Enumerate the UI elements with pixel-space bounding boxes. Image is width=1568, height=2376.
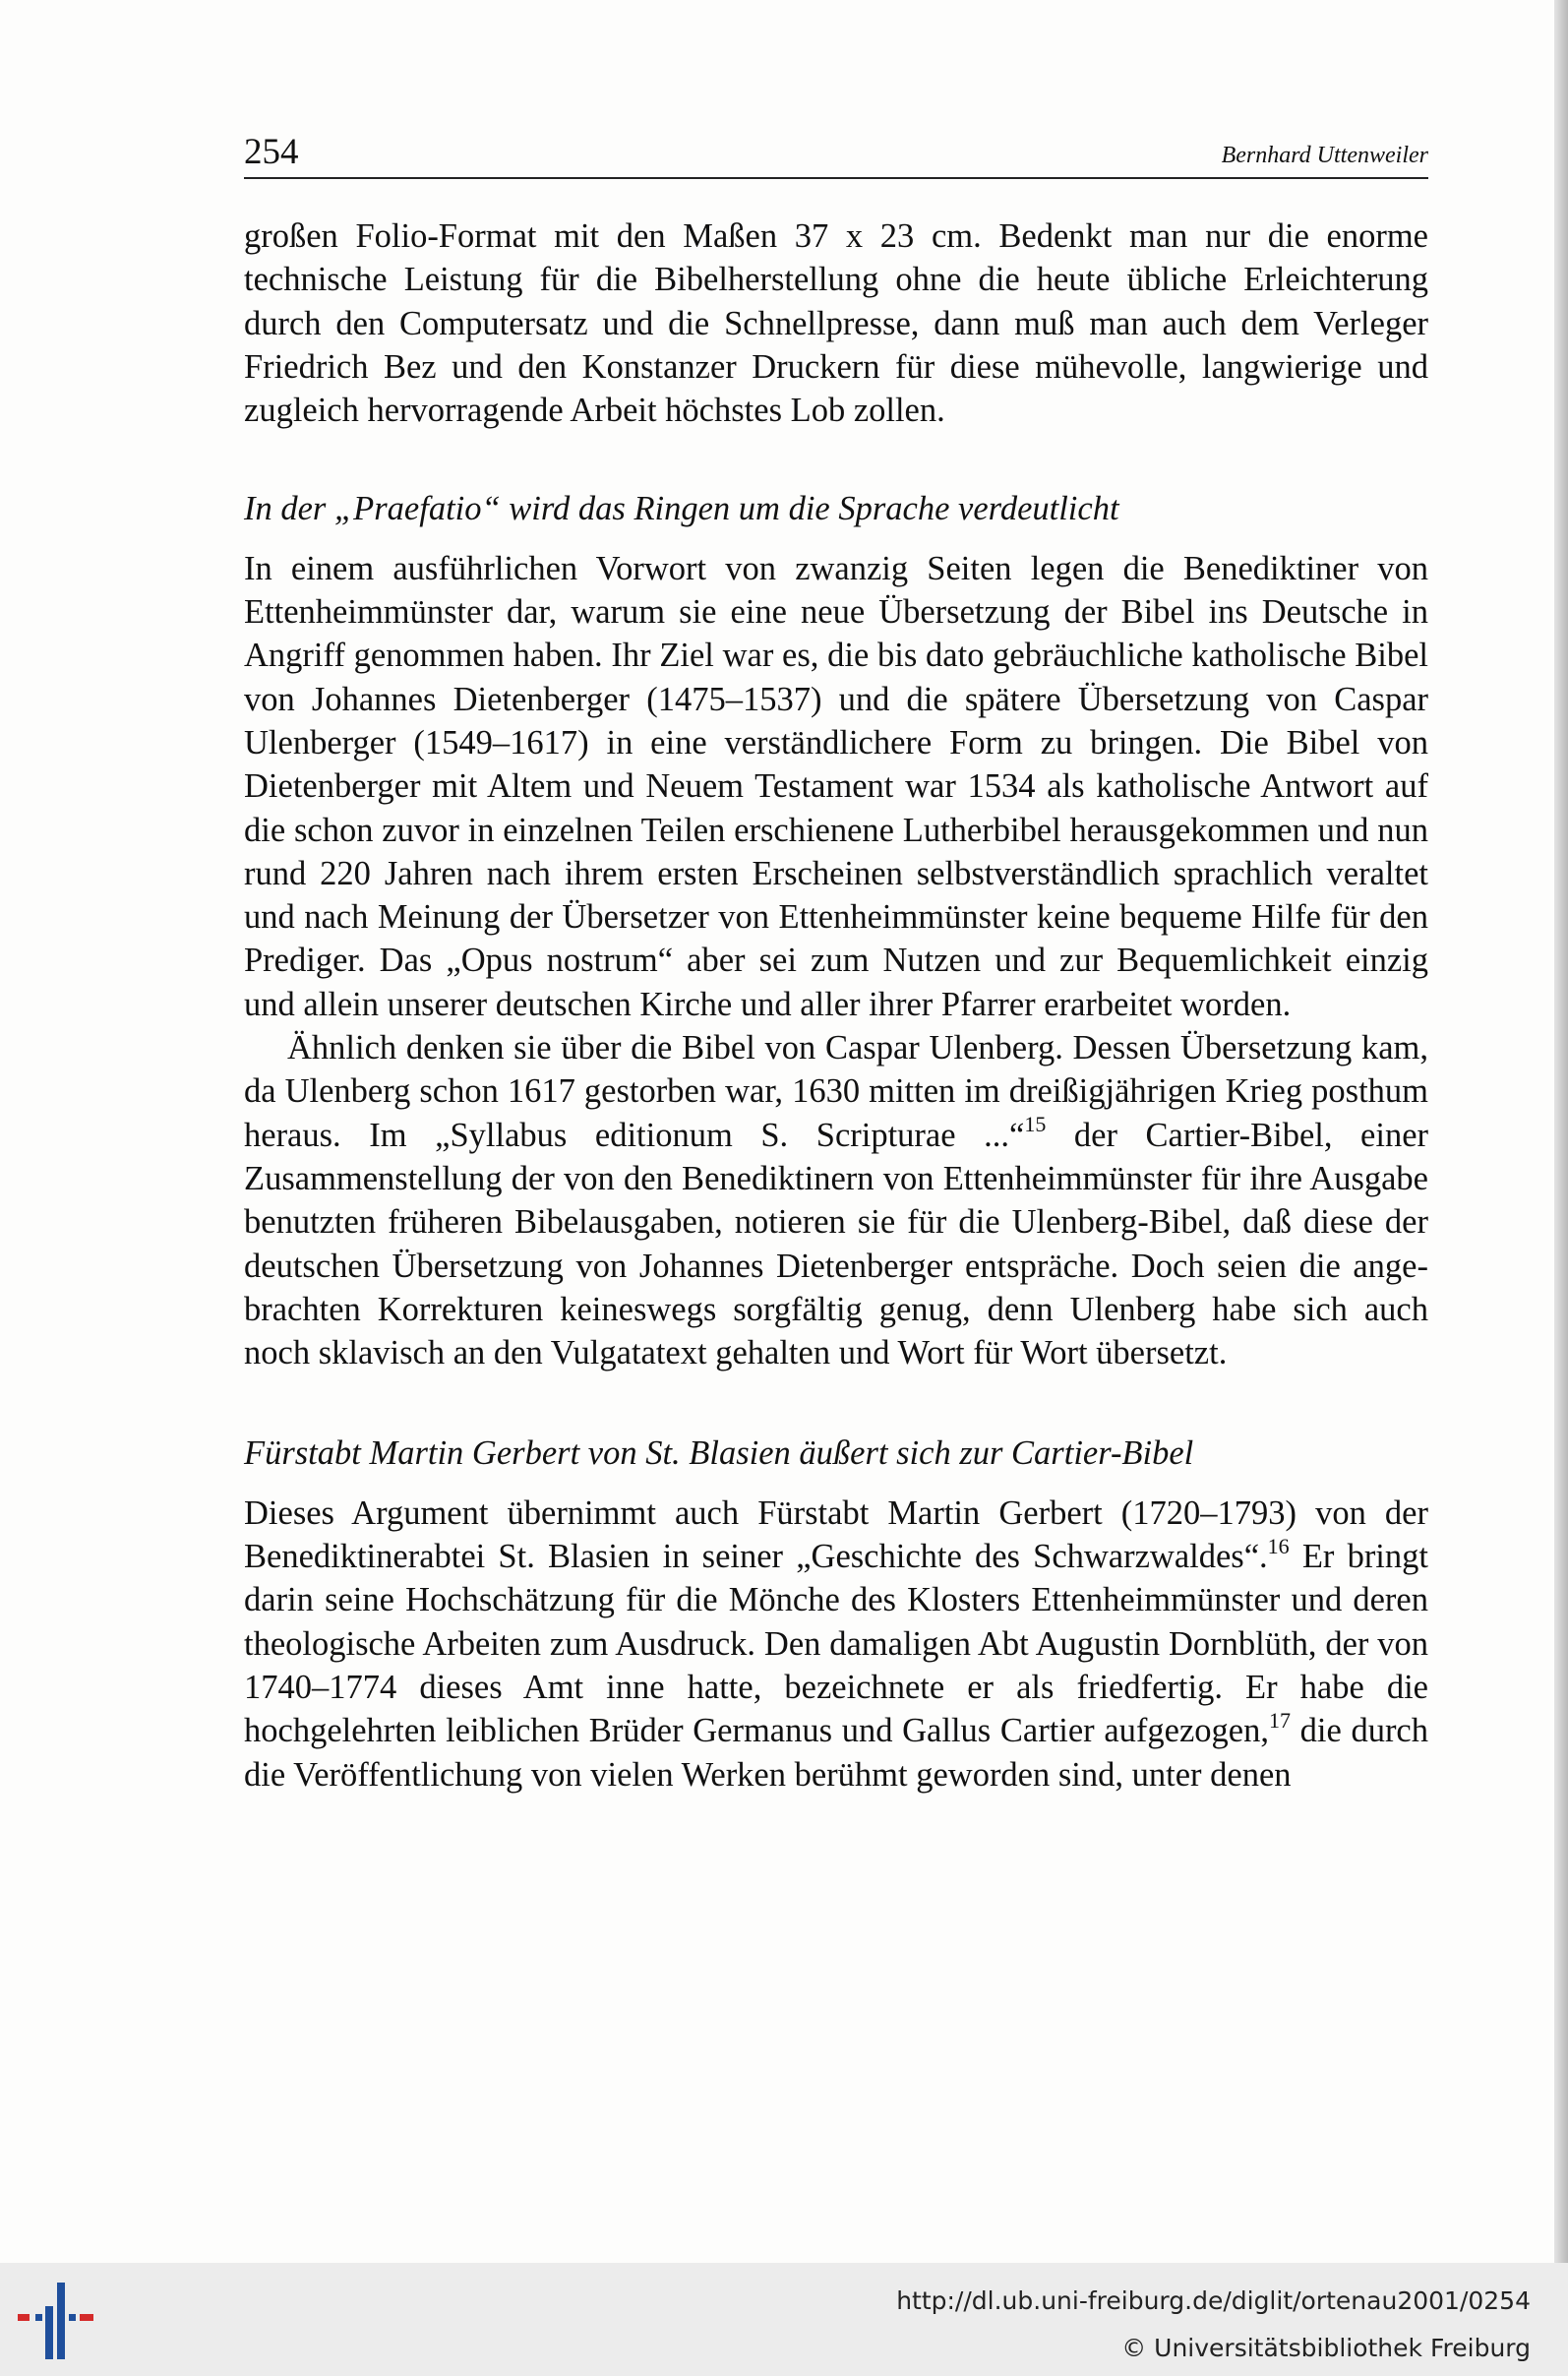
paragraph-vorwort: In einem ausführlichen Vorwort von zwanzig Seiten legen die Benediktiner von Ettenheimmünster dar, warum sie eine neue Übersetzung der Bibel ins Deutsche in Angriff genommen haben. Ihr Ziel war es, die bis dato gebräuchliche katholische Bibel von Johannes Dietenberger (1475–1537) und die spätere Übersetzung von Caspar Ulenberger (1549–1617) in eine verständlichere Form zu bringen. Die Bibel von Dietenberger mit Altem und Neuem Testament war 1534 als katholische Antwort auf die schon zuvor in einzelnen Teilen erschienene Lutherbibel herausgekommen und nun rund 220 Jahren nach ihrem ersten Erscheinen selbstverständlich sprachlich veraltet und nach Meinung der Übersetzer von Ettenheimmünster keine bequeme Hilfe für den Prediger. Das „Opus nostrum“ aber sei zum Nutzen und zur Bequemlichkeit einzig und allein unserer deutschen Kirche und aller ihrer Pfarrer erarbeitet worden. (244, 549, 1428, 1023)
section-heading-gerbert: Fürstabt Martin Gerbert von St. Blasien äußert sich zur Cartier-Bibel (244, 1434, 1194, 1473)
page-edge-shadow (1554, 0, 1568, 2263)
logo-bar (18, 2314, 30, 2321)
logo-bar (80, 2314, 93, 2321)
permalink-url[interactable]: http://dl.ub.uni-freiburg.de/diglit/ortenau2001/0254 (896, 2286, 1531, 2315)
paragraph-gerbert (244, 1492, 1428, 1797)
page-header (244, 126, 1428, 179)
running-head-author: Bernhard Uttenweiler (1221, 143, 1428, 168)
library-footer (0, 2263, 1568, 2376)
paragraph-text: Er bringt darin seine Hochschätzung für die Mönche des Klosters Ettenheimmünster und deren theologische Arbeiten zum Ausdruck. Den damaligen Abt Augustin Dornblüth, der von 1740–1774 dieses Amt inne hatte, bezeichnete er als friedfertig. Er habe die hochgelehrten leiblichen Brüder Germanus und Gallus Cartier aufgezogen, (244, 1538, 1428, 1750)
footnote-ref-17[interactable]: 17 (1268, 1707, 1291, 1733)
paragraph-text: Dieses Argument übernimmt auch Fürstabt Martin Gerbert (1720–1793) von der Benediktinerabtei St. Blasien in seiner „Geschichte des Schwarzwaldes“. (244, 1493, 1428, 1576)
logo-bar (69, 2314, 76, 2321)
paragraph-ulenberg (244, 1026, 1428, 1374)
logo-bar (57, 2283, 65, 2359)
ub-freiburg-logo-icon[interactable] (18, 2277, 98, 2361)
paragraph-text: Ähnlich denken sie über die Bibel von Caspar Ulenberg. Dessen Übersetzung kam, da Ulenberg schon 1617 gestorben war, 1630 mitten im dreißigjährigen Krieg posthum heraus. Im „Syllabus editionum S. Scripturae ...“ (244, 1029, 1428, 1154)
paragraph-intro: großen Folio-Format mit den Maßen 37 x 23 cm. Bedenkt man nur die enorme technische Leistung für die Bibelherstellung ohne die heute übliche Erleichterung durch den Computersatz und die Schnellpresse, dann muß man auch dem Verleger Friedrich Bez und den Konstanzer Druckern für diese mühevolle, langwierige und zugleich hervorragende Arbeit höchstes Lob zollen. (244, 217, 1428, 430)
logo-bar (35, 2314, 42, 2321)
logo-bar (45, 2306, 53, 2359)
copyright-notice: © Universitätsbibliothek Freiburg (1121, 2334, 1531, 2362)
footnote-ref-15[interactable]: 15 (1024, 1112, 1047, 1137)
footnote-ref-16[interactable]: 16 (1267, 1533, 1290, 1558)
paragraph-text: die durch die Veröffentlichung von vielen Werken berühmt geworden sind, unter denen (244, 1712, 1428, 1794)
page-number: 254 (244, 132, 299, 172)
section-heading-praefatio: In der „Praefatio“ wird das Ringen um die Sprache verdeutlicht (244, 490, 1119, 528)
paragraph-text: der Cartier-Bibel, einer Zusammenstellung der von den Benediktinern von Ettenheimmünster für ihre Ausgabe benutzten früheren Bibelausgaben, notieren sie für die Ulenberg-Bibel, daß diese der deutschen Übersetzung von Johannes Dietenberger entspräche. Doch seien die angebrachten Korrekturen keineswegs sorgfältig genug, denn Ulenberg habe sich auch noch sklavisch an den Vulgatatext gehalten und Wort für Wort übersetzt. (244, 1116, 1429, 1372)
body-text (244, 214, 1428, 1797)
